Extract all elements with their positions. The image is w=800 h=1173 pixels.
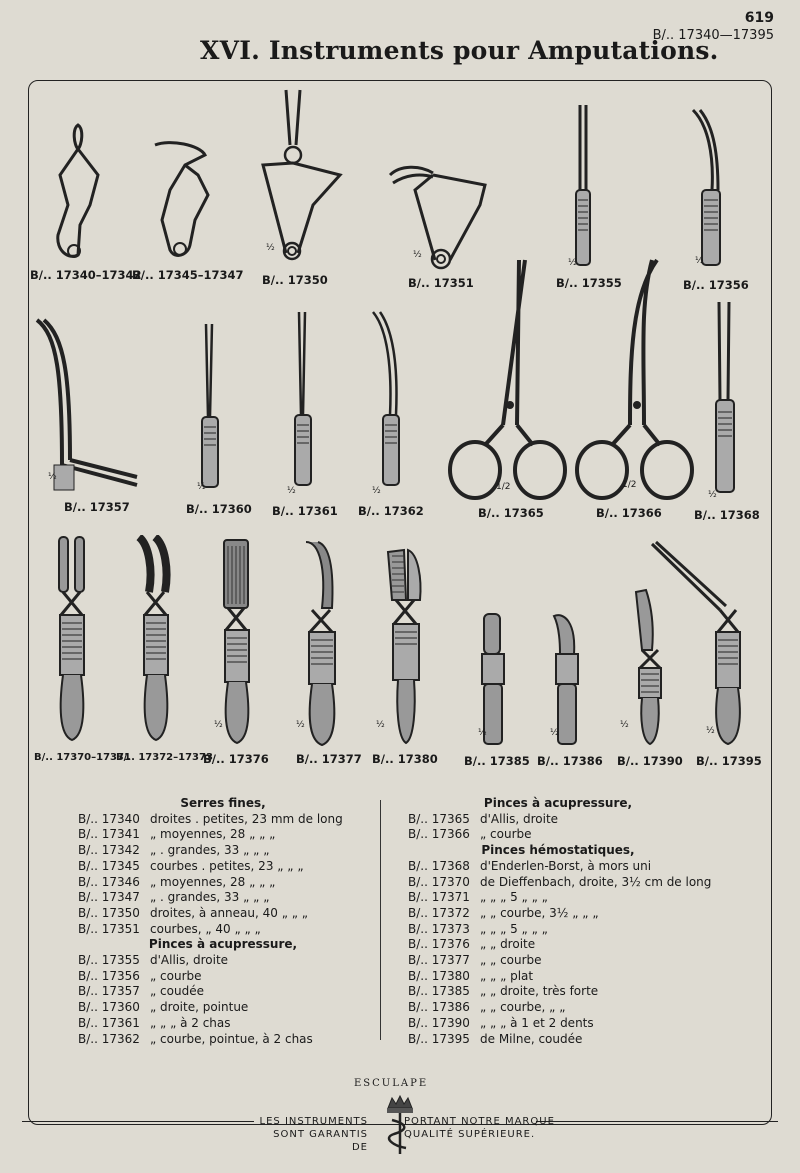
pointed-forceps-illustration xyxy=(195,322,225,497)
list-item: B/.. 17368 d'Enderlen-Borst, à mors uni xyxy=(408,858,652,873)
figure-label: B/.. 17365 xyxy=(478,506,544,520)
scale-mark: 1/2 xyxy=(622,480,637,490)
right-list xyxy=(408,796,712,1047)
scale-mark: ½ xyxy=(48,472,57,482)
figure-label: B/.. 17362 xyxy=(358,504,424,518)
scale-mark: ½ xyxy=(287,486,296,496)
scale-mark: 1/2 xyxy=(496,482,511,492)
list-item: B/.. 17376 „ „ droite xyxy=(408,937,536,952)
figure-label: B/.. 17370–17371 xyxy=(34,752,131,763)
figure-label: B/.. 17360 xyxy=(186,502,252,516)
dieffenbach-straight-clamp-illustration xyxy=(55,535,90,745)
figure-label: B/.. 17377 xyxy=(296,752,362,766)
list-item: B/.. 17386 „ „ courbe, „ „ xyxy=(408,1000,566,1015)
list-item: B/.. 17380 „ „ „ plat xyxy=(408,968,534,983)
list-item: B/.. 17340 droites . petites, 23 mm de long xyxy=(78,811,343,826)
scale-mark: ½ xyxy=(372,486,381,496)
scale-mark: ½ xyxy=(478,728,487,738)
list-item: B/.. 17342 „ . grandes, 33 „ „ „ xyxy=(78,843,270,858)
scale-mark: ½ xyxy=(568,258,577,268)
list-item: B/.. 17346 „ moyennes, 28 „ „ „ xyxy=(78,874,276,889)
enderlen-borst-forceps-illustration xyxy=(710,300,740,500)
figure-label: B/.. 17386 xyxy=(537,754,603,768)
dieffenbach-curved-flat-clamp-illustration xyxy=(384,548,429,748)
footer-text-right: PORTANT NOTRE MARQUE QUALITÉ SUPÉRIEURE. xyxy=(404,1116,555,1140)
list-item: B/.. 17347 „ . grandes, 33 „ „ „ xyxy=(78,890,270,905)
list-item: B/.. 17377 „ „ courbe xyxy=(408,953,542,968)
list-item: B/.. 17390 „ „ „ à 1 et 2 dents xyxy=(408,1015,594,1030)
list-item: B/.. 17345 courbes . petites, 23 „ „ „ xyxy=(78,858,304,873)
list-item: B/.. 17360 „ droite, pointue xyxy=(78,1000,249,1015)
figure-label: B/.. 17355 xyxy=(556,276,622,290)
page-range: B/.. 17340—17395 xyxy=(652,28,774,43)
scale-mark: ½ xyxy=(413,250,422,260)
list-item: B/.. 17356 „ courbe xyxy=(78,968,202,983)
allis-straight-forceps-illustration xyxy=(568,100,598,275)
curved-two-eye-forceps-illustration xyxy=(368,310,408,500)
list-item: B/.. 17341 „ moyennes, 28 „ „ „ xyxy=(78,827,276,842)
figure-label: B/.. 17351 xyxy=(408,276,474,290)
scale-mark: ½ xyxy=(197,482,206,492)
serre-fine-straight-illustration xyxy=(50,115,110,265)
figure-label: B/.. 17385 xyxy=(464,754,530,768)
figure-label: B/.. 17357 xyxy=(64,500,130,514)
allis-scissor-forceps-curved-illustration xyxy=(572,255,697,505)
serre-fine-curved-illustration xyxy=(150,135,215,265)
list-item: B/.. 17351 courbes, „ 40 „ „ „ xyxy=(78,921,261,936)
scale-mark: ½ xyxy=(695,256,704,266)
dieffenbach-curved-clamp-illustration xyxy=(135,535,175,745)
footer-text-left: LES INSTRUMENTS SONT GARANTIS DE xyxy=(259,1116,368,1153)
scale-mark: ½ xyxy=(376,720,385,730)
list-heading: Serres fines, xyxy=(180,796,266,810)
list-item: B/.. 17355 d'Allis, droite xyxy=(78,953,229,968)
scale-mark: ½ xyxy=(214,720,223,730)
scale-mark: ½ xyxy=(266,243,275,253)
list-heading: Pinces à acupressure, xyxy=(148,937,298,952)
dieffenbach-curved-clamp-wide-illustration xyxy=(300,540,345,750)
figure-label: B/.. 17366 xyxy=(596,506,662,520)
list-item: B/.. 17350 droites, à anneau, 40 „ „ „ xyxy=(78,905,308,920)
allis-curved-forceps-illustration xyxy=(688,105,728,275)
figure-label: B/.. 17361 xyxy=(272,504,338,518)
figure-label: B/.. 17368 xyxy=(694,508,760,522)
list-item: B/.. 17373 „ „ „ 5 „ „ „ xyxy=(408,921,548,936)
figure-label: B/.. 17380 xyxy=(372,752,438,766)
footer-rule-left xyxy=(22,1121,254,1122)
figure-label: B/.. 17356 xyxy=(683,278,749,292)
list-item: B/.. 17365 d'Allis, droite xyxy=(408,811,559,826)
figure-label: B/.. 17340–17342 xyxy=(30,268,142,282)
figure-label: B/.. 17345–17347 xyxy=(132,268,244,282)
list-heading: Pinces hémostatiques, xyxy=(481,843,635,858)
figure-label: B/.. 17395 xyxy=(696,754,762,768)
two-eye-forceps-illustration xyxy=(288,310,318,500)
scale-mark: ½ xyxy=(296,720,305,730)
figure-label: B/.. 17350 xyxy=(262,273,328,287)
scale-mark: ½ xyxy=(706,726,715,736)
list-item: B/.. 17370 de Dieffenbach, droite, 3½ cm de long xyxy=(408,874,712,889)
list-item: B/.. 17371 „ „ „ 5 „ „ „ xyxy=(408,890,548,905)
allis-scissor-forceps-straight-illustration xyxy=(445,255,570,505)
footer-rule-right xyxy=(536,1121,778,1122)
dieffenbach-straight-clamp-wide-illustration xyxy=(218,538,256,748)
milne-angled-clamp-illustration xyxy=(650,540,745,750)
scale-mark: ½ xyxy=(708,490,717,500)
page-title: XVI. Instruments pour Amputations. xyxy=(200,36,719,65)
scale-mark: ½ xyxy=(620,720,629,730)
figure-label: B/.. 17390 xyxy=(617,754,683,768)
column-divider xyxy=(380,800,381,1040)
left-list xyxy=(78,796,368,1047)
list-item: B/.. 17362 „ courbe, pointue, à 2 chas xyxy=(78,1031,313,1046)
list-item: B/.. 17395 de Milne, coudée xyxy=(408,1031,583,1046)
list-item: B/.. 17361 „ „ „ à 2 chas xyxy=(78,1015,231,1030)
list-item: B/.. 17372 „ „ courbe, 3½ „ „ „ xyxy=(408,905,599,920)
page-number: 619 xyxy=(744,10,774,26)
scale-mark: ½ xyxy=(550,728,559,738)
figure-label: B/.. 17372–17373 xyxy=(116,752,213,763)
list-item: B/.. 17366 „ courbe xyxy=(408,827,532,842)
brand-wordmark: ESCULAPE xyxy=(354,1078,429,1089)
list-item: B/.. 17385 „ „ droite, très forte xyxy=(408,984,599,999)
figure-label: B/.. 17376 xyxy=(203,752,269,766)
allis-angled-forceps-illustration xyxy=(32,315,142,495)
list-heading: Pinces à acupressure, xyxy=(483,796,633,810)
list-item: B/.. 17357 „ coudée xyxy=(78,984,204,999)
